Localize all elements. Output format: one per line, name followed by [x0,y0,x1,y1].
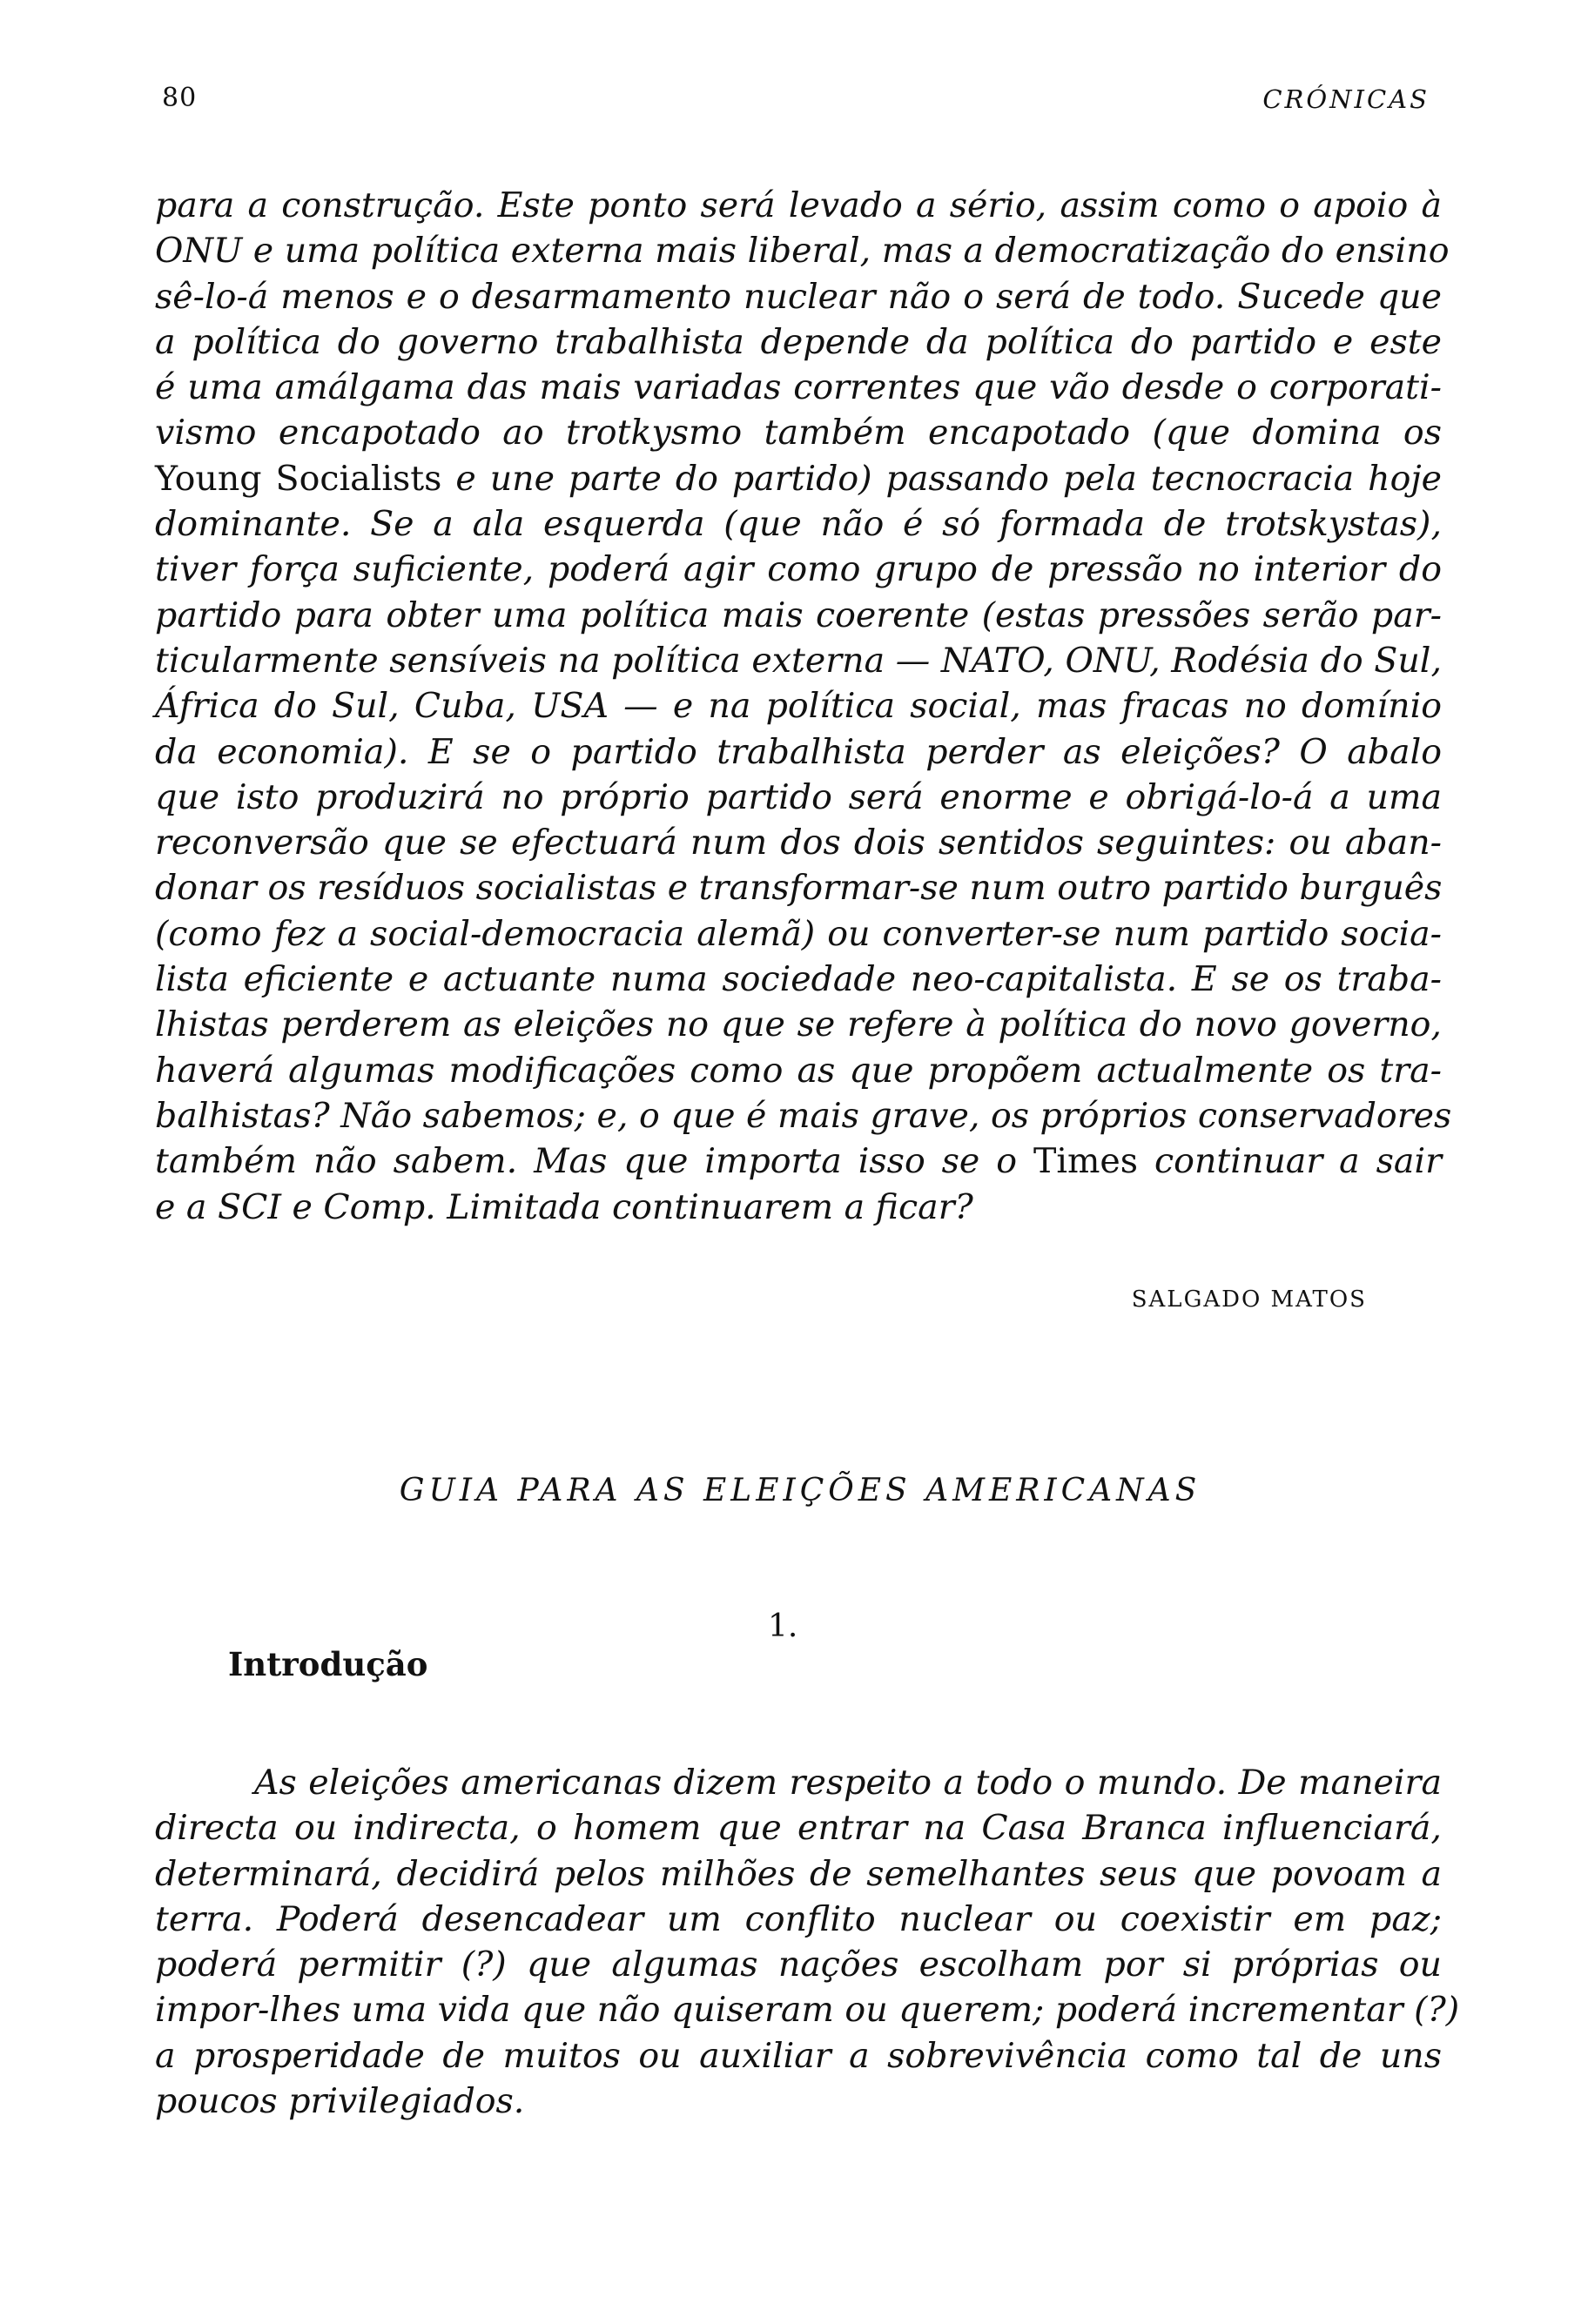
text-line: vismo encapotado ao trotkysmo também encapotado (que domina os [155,413,1442,453]
text-line: ticularmente sensíveis na política externa — NATO, ONU, Rodésia do Sul, [155,640,1442,681]
text-line: (como fez a social-democracia alemã) ou converter-se num partido socia- [155,913,1442,954]
text-line: a prosperidade de muitos ou auxiliar a sobrevivência como tal de uns [155,2035,1442,2076]
text-line: que isto produzirá no próprio partido será enorme e obrigá-lo-á a uma [155,776,1442,817]
text-line: ONU e uma política externa mais liberal, mas a democratização do ensino [155,231,1450,272]
upright-phrase: Times [1033,1141,1139,1182]
text-line: directa ou indirecta, o homem que entrar na Casa Branca influenciará, [155,1808,1442,1849]
text-line: donar os resíduos socialistas e transformar-se num outro partido burguês [155,868,1443,909]
article-title: GUIA PARA AS ELEIÇÕES AMERICANAS [399,1473,1201,1508]
text-line: impor-lhes uma vida que não quiseram ou querem; poderá incrementar (?) [155,1990,1460,2031]
text-line: reconversão que se efectuará num dos dois sentidos seguintes: ou aban- [155,823,1442,863]
text-line: lhistas perderem as eleições no que se refere à política do novo governo, [155,1004,1442,1045]
section-number: 1. [768,1609,798,1644]
article-paragraph [155,1760,1460,2124]
text-line: tiver força suficiente, poderá agir como grupo de pressão no interior do [155,549,1442,590]
text-line-mixed [155,456,1442,501]
text-fragment: também não sabem. Mas que importa isso se o [155,1141,1018,1182]
author-signature: SALGADO MATOS [1131,1286,1367,1313]
text-line: é uma amálgama das mais variadas correntes que vão desde o corporati- [155,367,1442,408]
text-line: As eleições americanas dizem respeito a todo o mundo. De maneira [254,1763,1442,1803]
section-heading: Introdução [228,1645,428,1683]
text-fragment: e une parte do partido) passando pela tecnocracia hoje [455,458,1442,499]
text-line-mixed [155,1138,1442,1184]
text-fragment: continuar a sair [1154,1141,1442,1182]
text-line: para a construção. Este ponto será levado a sério, assim como o apoio à [155,185,1442,225]
text-line: balhistas? Não sabemos; e, o que é mais grave, os próprios conservadores [155,1095,1452,1136]
running-head: CRÓNICAS [1262,84,1430,114]
upright-phrase: Young Socialists [155,458,442,499]
text-line: sê-lo-á menos e o desarmamento nuclear não o será de todo. Sucede que [155,276,1442,317]
text-line: e a SCI e Comp. Limitada continuarem a ficar? [155,1186,973,1227]
text-line: dominante. Se a ala esquerda (que não é só formada de trotskystas), [155,504,1442,545]
page-number: 80 [162,83,198,113]
text-line: África do Sul, Cuba, USA — e na política social, mas fracas no domínio [155,686,1442,727]
text-line: terra. Poderá desencadear um conflito nuclear ou coexistir em paz; [155,1898,1442,1939]
text-line: a política do governo trabalhista depende da política do partido e este [155,321,1442,362]
text-line: determinará, decidirá pelos milhões de semelhantes seus que povoam a [155,1853,1442,1894]
text-line: poderá permitir (?) que algumas nações escolham por si próprias ou [155,1945,1442,1985]
text-line: haverá algumas modificações como as que propõem actualmente os tra- [155,1050,1442,1091]
previous-article-paragraph [155,183,1452,1230]
text-line: da economia). E se o partido trabalhista perder as eleições? O abalo [155,731,1442,772]
text-line: lista eficiente e actuante numa sociedade neo-capitalista. E se os traba- [155,959,1442,1000]
page-header [162,83,1430,126]
text-line: partido para obter uma política mais coerente (estas pressões serão par- [155,594,1442,635]
text-line: poucos privilegiados. [155,2081,525,2122]
